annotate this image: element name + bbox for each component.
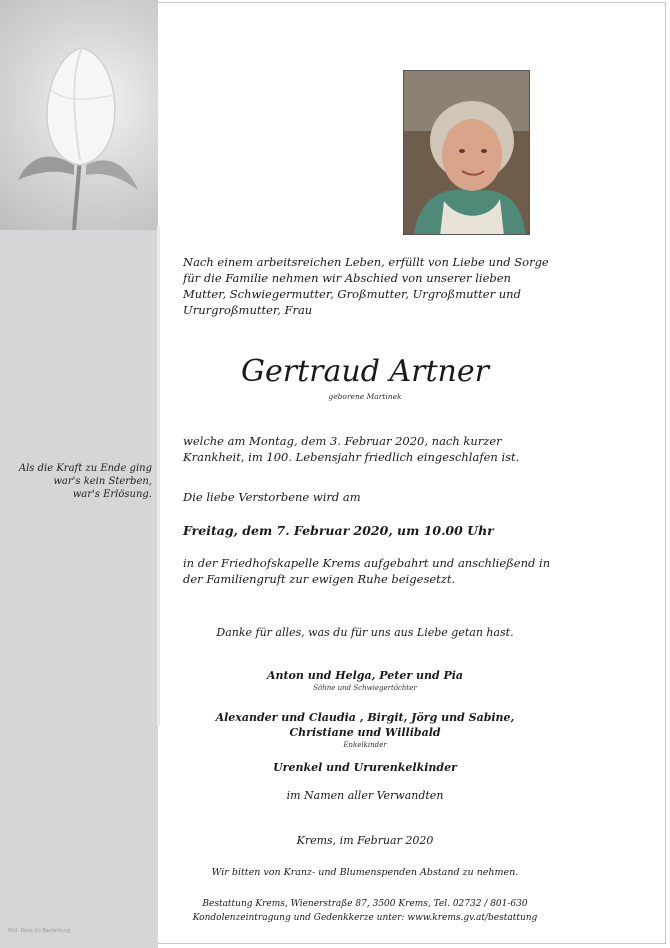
portrait-figure-icon <box>404 71 530 235</box>
mourner-names: Urenkel und Ururenkelkinder <box>273 761 457 774</box>
birth-name: geborene Martinek <box>328 392 402 401</box>
mourner-names: Anton und Helga, Peter und Pia <box>266 669 464 682</box>
mourner-role: Enkelkinder <box>343 741 387 749</box>
quote-line: war's kein Sterben, <box>53 476 152 487</box>
ceremony-date: Freitag, dem 7. Februar 2020, um 10.00 Uhr <box>183 523 494 538</box>
death-line: Krankheit, im 100. Lebensjahr friedlich eingeschlafen ist. <box>183 450 520 464</box>
white-rose-icon <box>10 30 150 230</box>
footer-line: Bestattung Krems, Wienerstraße 87, 3500 Krems, Tel. 02732 / 801-630 <box>202 899 528 909</box>
portrait-photo <box>403 70 530 235</box>
footer <box>170 897 560 925</box>
intro-line: Mutter, Schwiegermutter, Großmutter, Urgroßmutter und <box>183 287 521 301</box>
footer-line: Kondolenzeintragung und Gedenkkerze unter: www.krems.gv.at/bestattung <box>192 913 538 923</box>
side-band-lower <box>0 230 158 948</box>
deceased-name: Gertraud Artner <box>241 354 489 389</box>
place-date: Krems, im Februar 2020 <box>296 834 434 847</box>
quote-line: war's Erlösung. <box>72 489 152 500</box>
ceremony-place <box>183 555 550 587</box>
side-band <box>0 0 158 948</box>
mourner-group <box>170 668 560 693</box>
memorial-quote <box>0 462 152 501</box>
intro-text <box>183 254 549 318</box>
intro-line: für die Familie nehmen wir Abschied von unserer lieben <box>183 271 511 285</box>
death-text <box>183 433 519 465</box>
side-band-edge <box>157 226 160 726</box>
death-line: welche am Montag, dem 3. Februar 2020, nach kurzer <box>183 434 502 448</box>
place-line: in der Friedhofskapelle Krems aufgebahrt und anschließend in <box>183 556 551 570</box>
donation-request: Wir bitten von Kranz- und Blumenspenden Abstand zu nehmen. <box>211 867 519 878</box>
mourner-role: Söhne und Schwiegertöchter <box>313 684 417 692</box>
intro-line: Nach einem arbeitsreichen Leben, erfüllt von Liebe und Sorge <box>183 255 549 269</box>
relatives-text: im Namen aller Verwandten <box>286 789 444 802</box>
mourner-group <box>170 710 560 750</box>
mourner-names: Christiane und Willibald <box>289 726 441 739</box>
image-credit: Bild: Rose (c) Bestattung <box>8 928 71 934</box>
place-line: der Familiengruft zur ewigen Ruhe beigesetzt. <box>183 572 456 586</box>
intro-line: Ururgroßmutter, Frau <box>183 303 313 317</box>
ceremony-intro: Die liebe Verstorbene wird am <box>183 490 361 504</box>
thanks-text: Danke für alles, was du für uns aus Liebe getan hast. <box>216 626 514 639</box>
quote-line: Als die Kraft zu Ende ging <box>18 463 152 474</box>
mourner-names: Alexander und Claudia , Birgit, Jörg und Sabine, <box>215 711 515 724</box>
mourner-group <box>170 760 560 775</box>
